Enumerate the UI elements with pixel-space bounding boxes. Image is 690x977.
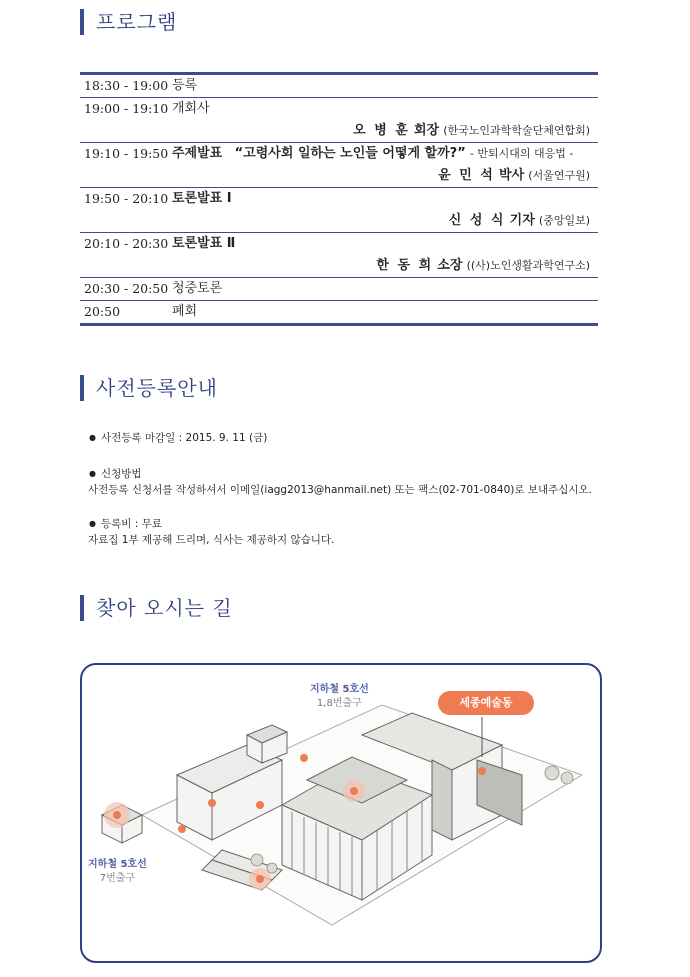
method-text: 사전등록 신청서를 작성하셔서 이메일(iagg2013@hanmail.net) 또는 팩스(02-701-0840)로 보내주십시오. xyxy=(88,484,593,496)
registration-fee xyxy=(89,516,334,548)
speaker-org: ((사)노인생활과학연구소) xyxy=(466,259,590,272)
registration-deadline xyxy=(89,430,267,446)
schedule-row xyxy=(80,278,598,301)
row-program xyxy=(172,233,598,255)
schedule-row xyxy=(80,75,598,98)
row-program: 폐회 xyxy=(172,304,198,319)
row-speaker xyxy=(80,165,598,187)
deadline-text: ● 사전등록 마감일 : 2015. 9. 11 (금) xyxy=(89,432,267,444)
row-time: 20:10 - 20:30 xyxy=(84,236,169,251)
program-label: 토론발표 I xyxy=(172,191,232,206)
station-top-exit: 1,8번출구 xyxy=(316,698,362,709)
speaker-org: (서울연구원) xyxy=(528,169,590,182)
schedule-row xyxy=(80,188,598,233)
row-time: 19:10 - 19:50 xyxy=(84,146,169,161)
speaker-org: (한국노인과학학술단체연합회) xyxy=(443,124,590,137)
fee-text: 자료집 1부 제공해 드리며, 식사는 제공하지 않습니다. xyxy=(88,534,335,546)
program-label: 토론발표 Ⅱ xyxy=(172,236,236,251)
speaker-name: 윤 민 석 xyxy=(438,168,495,183)
row-program xyxy=(172,188,598,210)
directions-title: 찾아 오시는 길 xyxy=(80,595,233,621)
row-time: 19:50 - 20:10 xyxy=(84,191,169,206)
station-left-exit: 7번출구 xyxy=(99,873,136,884)
registration-method xyxy=(89,466,592,498)
speaker-title: 기자 xyxy=(509,213,535,228)
row-time: 19:00 - 19:10 xyxy=(84,101,169,116)
row-speaker xyxy=(80,210,598,232)
row-time: 20:30 - 20:50 xyxy=(84,281,169,296)
row-speaker xyxy=(80,255,598,277)
registration-title: 사전등록안내 xyxy=(80,375,218,401)
venue-label: 세종예술동 xyxy=(438,691,534,715)
schedule-row xyxy=(80,301,598,323)
speaker-title: 박사 xyxy=(499,168,525,183)
station-left-label xyxy=(88,858,147,886)
fee-label: ● 등록비 : 무료 xyxy=(89,516,334,532)
speaker-name: 한 동 희 xyxy=(376,258,434,273)
schedule-row xyxy=(80,98,598,143)
row-program xyxy=(172,143,598,165)
speaker-name: 오 병 훈 xyxy=(353,123,410,138)
program-label: 주제발표 xyxy=(172,146,223,161)
speaker-title: 소장 xyxy=(437,258,463,273)
station-left-line: 지하철 5호선 xyxy=(88,859,147,870)
row-program: 청중토론 xyxy=(172,281,223,296)
row-time: 20:50 xyxy=(84,304,121,319)
method-label: ● 신청방법 xyxy=(89,466,592,482)
schedule-row xyxy=(80,233,598,278)
schedule-table xyxy=(80,72,598,326)
row-program: 개회사 xyxy=(172,101,210,116)
speaker-org: (중앙일보) xyxy=(538,214,590,227)
program-subtopic: - 반퇴시대의 대응법 - xyxy=(469,147,574,160)
row-time: 18:30 - 19:00 xyxy=(84,78,169,93)
row-program: 등록 xyxy=(172,78,198,93)
speaker-name: 신 성 식 xyxy=(448,213,506,228)
program-topic: “고령사회 일하는 노인들 어떻게 할까?” xyxy=(234,146,466,161)
location-map xyxy=(80,663,602,963)
speaker-title: 회장 xyxy=(414,123,440,138)
station-top-label xyxy=(310,683,369,711)
schedule-row xyxy=(80,143,598,188)
program-title: 프로그램 xyxy=(80,9,177,35)
row-speaker xyxy=(80,120,598,142)
station-top-line: 지하철 5호선 xyxy=(310,684,369,695)
